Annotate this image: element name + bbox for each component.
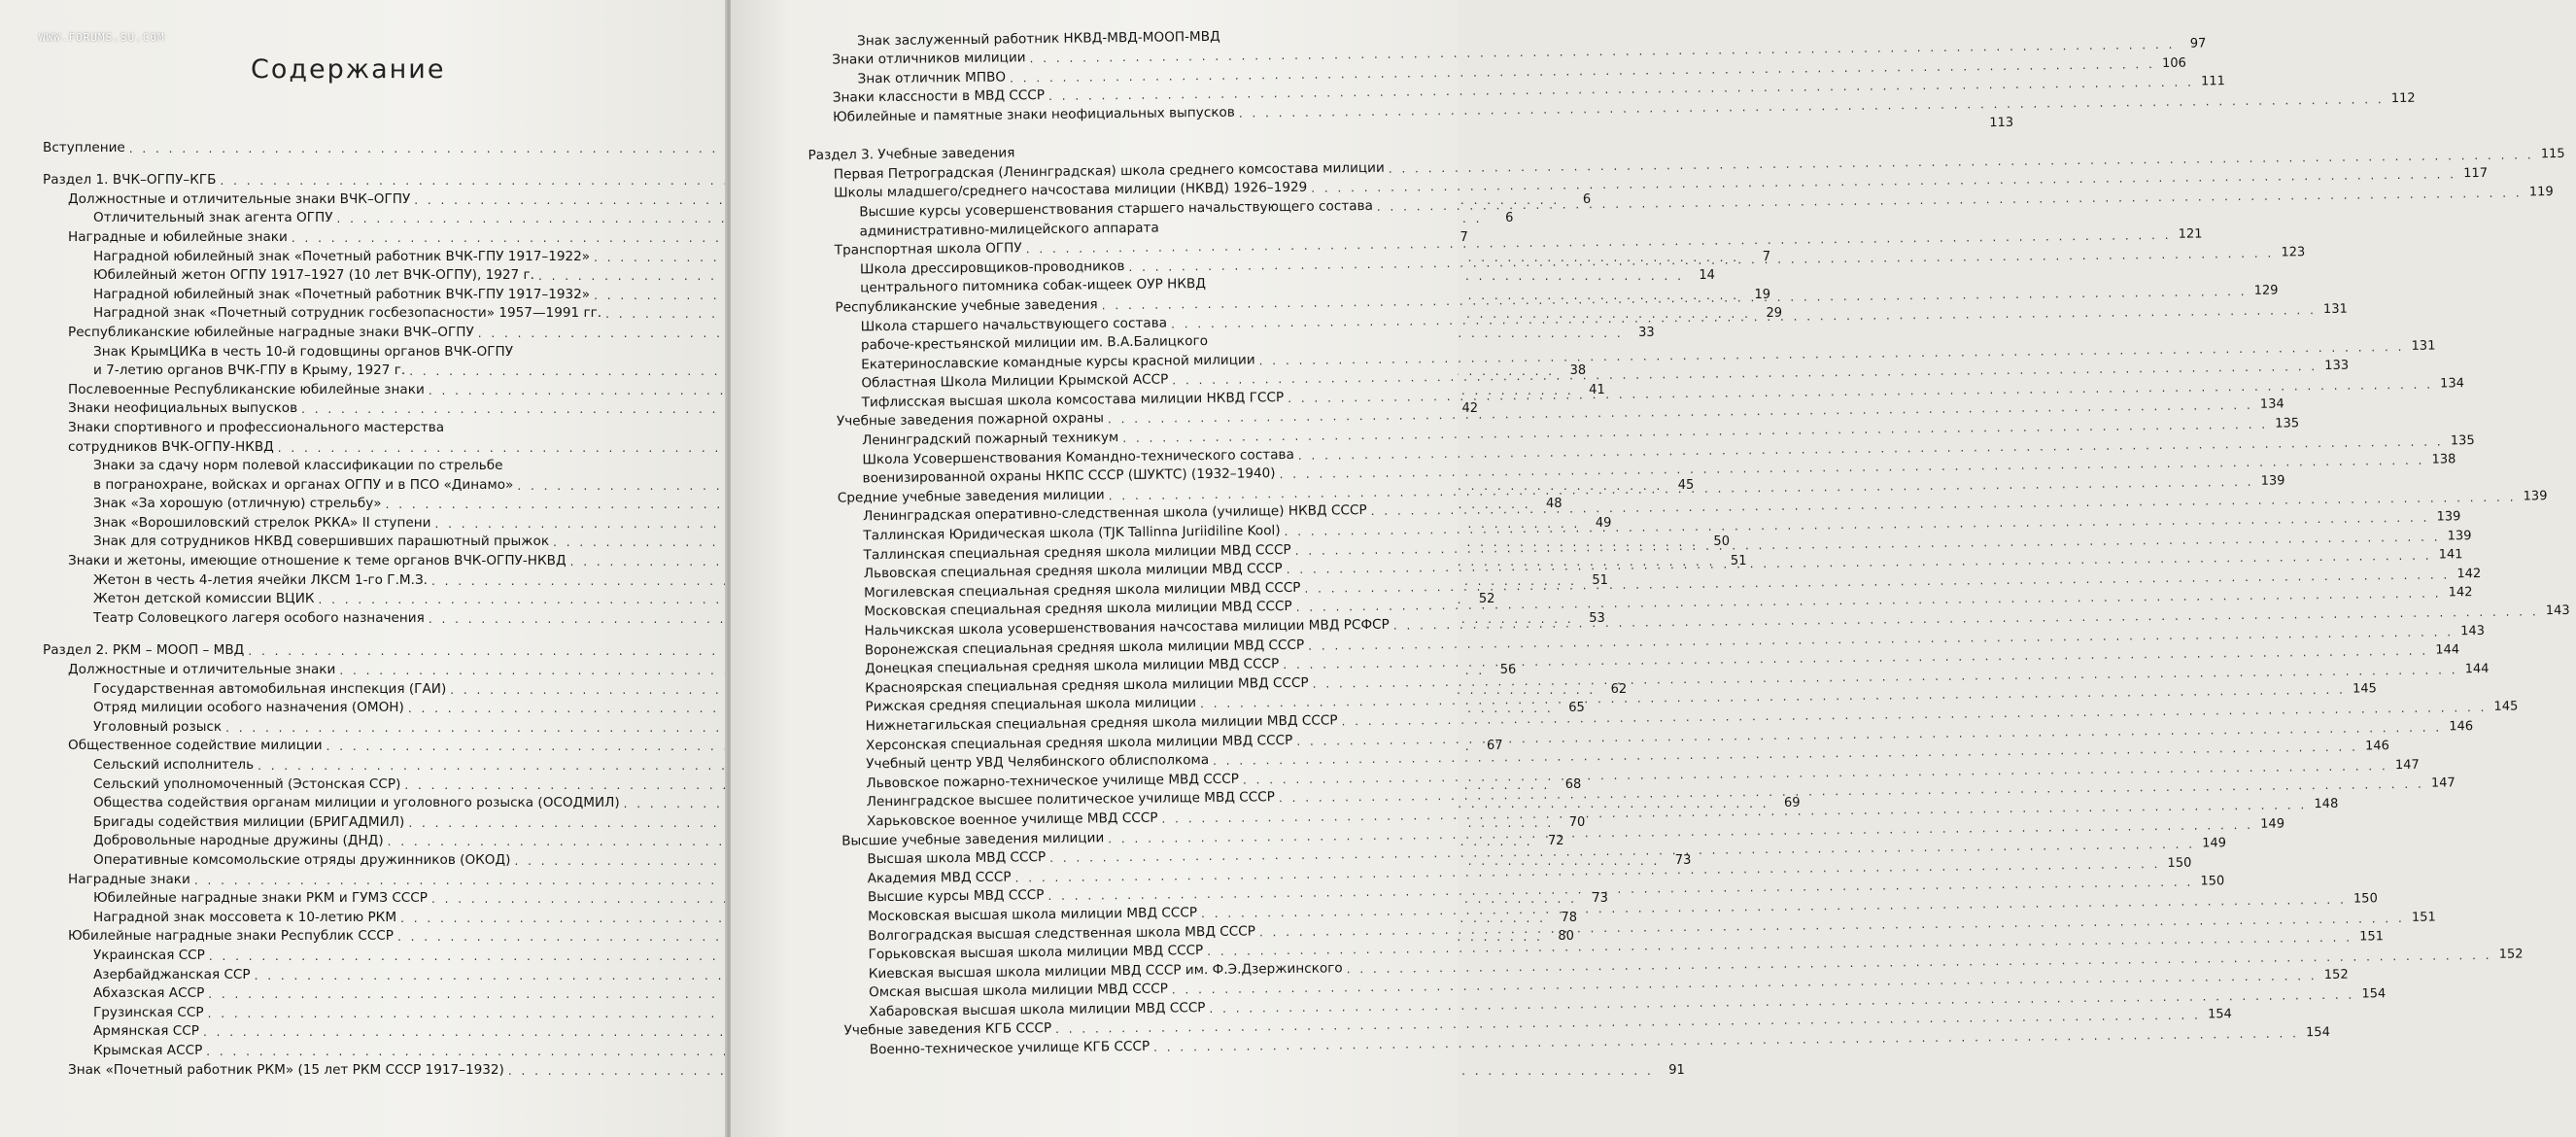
toc-entry (43, 456, 649, 475)
toc-entry-title: Бригады содействия милиции (БРИГАДМИЛ) (93, 813, 405, 830)
toc-entry-page: 51 (1730, 554, 1747, 569)
toc-entry-page: 29 (1766, 306, 1782, 322)
toc-entry-title: Нижнетагильская специальная средняя школа милиции МВД СССР (865, 712, 1338, 735)
toc-entry-title: Горьковская высшая школа милиции МВД СССР (868, 943, 1204, 963)
toc-entry-page: 48 (1546, 497, 1563, 512)
toc-entry-page: 138 (2431, 452, 2456, 467)
toc-entry (43, 170, 649, 190)
toc-entry-title: Московская высшая школа милиции МВД СССР (868, 905, 1198, 925)
toc-entry-title: Азербайджанская ССР (93, 966, 251, 982)
toc-entry-page: 139 (2523, 489, 2548, 504)
toc-entry-title: Транспортная школа ОГПУ (834, 240, 1022, 258)
toc-entry-title: Должностные и отличительные знаки ВЧК–ОГПУ (68, 190, 411, 207)
toc-entry-page: 78 (1561, 910, 1577, 925)
toc-entry-page: 144 (2464, 661, 2490, 676)
toc-entry-title: Знак отличник МПВО (857, 69, 1007, 87)
toc-entry-title: Могилевская специальная средняя школа милиции МВД СССР (863, 579, 1301, 602)
toc-entry-page: 146 (2365, 739, 2390, 754)
toc-entry-title: Республиканские учебные заведения (835, 296, 1098, 316)
toc-entry-page: 142 (2456, 566, 2482, 582)
toc-entry (43, 436, 649, 456)
toc-entry-page: 154 (2208, 1007, 2233, 1022)
toc-entry-title: Сельский исполнитель (93, 757, 255, 773)
toc-entry-title: Наградной знак моссовета к 10-летию РКМ (93, 909, 397, 925)
toc-entry-title: Волгоградская высшая следственная школа МВД СССР (868, 922, 1256, 944)
toc-entry-page: 145 (2353, 681, 2378, 697)
toc-entry-page: 91 (1668, 1062, 1685, 1078)
toc-entry-title: Высшие учебные заведения милиции (841, 829, 1105, 849)
toc-entry-title: Знаки спортивного и профессионального мастерства (68, 419, 445, 435)
toc-entry-page: 133 (2324, 358, 2350, 374)
toc-entry-page: 154 (2361, 986, 2387, 1002)
toc-entry-page: 45 (1677, 477, 1695, 493)
toc-entry-title: Донецкая специальная средняя школа милиции МВД СССР (864, 656, 1280, 677)
toc-entry-title: Добровольные народные дружины (ДНД) (93, 833, 384, 849)
toc-entry-page: 149 (2202, 836, 2227, 851)
toc-entry-title: Школа дрессировщиков-проводников (859, 258, 1125, 278)
toc-entry-page: 115 (2540, 146, 2565, 161)
toc-entry-page: 135 (2450, 432, 2475, 449)
toc-entry-page: 142 (2448, 585, 2473, 601)
toc-entry-page: 62 (1610, 681, 1628, 697)
toc-entry-title: Военно-техническое училище КГБ СССР (869, 1038, 1151, 1058)
toc-entry-title: Учебный центр УВД Челябинского облисполкома (866, 752, 1210, 773)
toc-entry-page: 139 (2447, 528, 2472, 544)
toc-entry-title: Знаки за сдачу норм полевой классификации по стрельбе (93, 458, 503, 474)
toc-entry-page: 19 (1754, 287, 1771, 302)
toc-entry-page: 14 (1699, 268, 1715, 284)
toc-entry-title: Послевоенные Республиканские юбилейные знаки (68, 381, 425, 397)
toc-entry (43, 964, 649, 983)
toc-entry-title: Львовская специальная средняя школа милиции МВД СССР (863, 561, 1283, 582)
toc-entry-title: Киевская высшая школа милиции МВД СССР им. Ф.Э.Дзержинского (868, 960, 1343, 982)
toc-entry-title: Юбилейные наградные знаки Республик СССР (68, 928, 394, 945)
toc-entry-title: Юбилейные наградные знаки РКМ и ГУМЗ СССР (93, 890, 428, 907)
toc-entry-title: Таллинская специальная средняя школа милиции МВД СССР (863, 541, 1291, 563)
toc-entry-page: 111 (2200, 74, 2225, 89)
toc-entry-page: 56 (1499, 663, 1517, 678)
toc-entry-title: Академия МВД СССР (867, 869, 1012, 887)
toc-entry-title: Общества содействия органам милиции и уголовного розыска (ОСОДМИЛ) (93, 795, 620, 811)
toc-entry-page: 144 (2435, 642, 2460, 658)
toc-entry-title: Раздел 3. Учебные заведения (807, 145, 1015, 164)
toc-entry-page: 134 (2259, 396, 2284, 413)
toc-entry (43, 1040, 649, 1059)
toc-entry-title: в погранохране, войсках и органах ОГПУ и в ПСО «Динамо» (93, 476, 514, 493)
toc-entry-page: 52 (1478, 592, 1495, 607)
toc-entry-title: Знаки и жетоны, имеющие отношение к теме органов ВЧК-ОГПУ-НКВД (68, 553, 567, 569)
toc-entry-page: 149 (2260, 816, 2285, 832)
toc-entry-title: Знак «Ворошиловский стрелок РККА» II ступени (93, 514, 431, 531)
toc-entry-page: 53 (1589, 610, 1605, 626)
toc-entry-page: 97 (2189, 36, 2207, 52)
toc-entry-page: 73 (1592, 891, 1608, 907)
toc-entry-title: Грузинская ССР (93, 1004, 204, 1020)
toc-entry-title: Вступление (43, 139, 125, 155)
toc-entry-title: Оперативные комсомольские отряды дружинников (ОКОД) (93, 851, 511, 868)
toc-entry-title: Государственная автомобильная инспекция (ГАИ) (93, 680, 447, 697)
toc-entry-page: 154 (2306, 1024, 2331, 1041)
toc-entry-title: Красноярская специальная средняя школа милиции МВД СССР (865, 674, 1309, 697)
toc-entry-title: Высшие курсы усовершенствования старшего начальствующего состава (859, 197, 1373, 221)
toc-entry-title: Херсонская специальная средняя школа милиции МВД СССР (865, 732, 1293, 753)
toc-entry-title: Знак для сотрудников НКВД совершивших парашютный прыжок (93, 534, 550, 550)
toc-entry-page: 150 (2353, 891, 2378, 907)
toc-entry-title: Школа Усовершенствования Командно-технического состава (862, 446, 1294, 467)
toc-entry-title: Отряд милиции особого назначения (ОМОН) (93, 700, 404, 716)
toc-entry-title: Ленинградский пожарный техникум (862, 430, 1119, 449)
toc-entry-title: Юбилейный жетон ОГПУ 1917–1927 (10 лет ВЧК-ОГПУ), 1927 г. (93, 267, 534, 284)
toc-entry-page: 148 (2314, 796, 2339, 812)
toc-entry-page: 135 (2275, 416, 2300, 431)
toc-entry-title: Высшая школа МВД СССР (867, 849, 1047, 868)
toc-entry-title: Нальчикская школа усовершенствования начсостава милиции МВД РСФСР (864, 616, 1390, 639)
toc-entry-title: Московская специальная средняя школа милиции МВД СССР (864, 599, 1292, 620)
toc-entry-title: Знаки неофициальных выпусков (68, 400, 298, 417)
toc-entry-page: 143 (2460, 623, 2486, 638)
toc-entry-page: 129 (2253, 283, 2279, 298)
toc-entry-title: рабоче-крестьянской милиции им. В.А.Балицкого (860, 333, 1209, 354)
toc-entry-title: Таллинская Юридическая школа (TJK Tallinna Juriidiline Kool) (863, 523, 1281, 544)
toc-entry-title: Средние учебные заведения милиции (837, 487, 1105, 506)
toc-entry-page: 72 (1548, 834, 1564, 849)
toc-entry (43, 1002, 649, 1021)
toc-entry-title: Школа старшего начальствующего состава (860, 314, 1168, 334)
toc-entry-title: Знак «Почетный работник РКМ» (15 лет РКМ СССР 1917–1932) (68, 1061, 504, 1078)
toc-entry-page: 50 (1713, 534, 1730, 550)
toc-entry-title: Должностные и отличительные знаки (68, 662, 336, 678)
toc-entry-title: Тифлисская высшая школа комсостава милиции НКВД ГССР (861, 389, 1285, 411)
toc-entry-title: Раздел 2. РКМ – МООП – МВД (43, 642, 245, 659)
toc-entry-page: 69 (1784, 796, 1801, 811)
toc-entry-page: 146 (2449, 718, 2474, 734)
toc-entry-title: Рижская средняя специальная школа милиции (865, 695, 1197, 715)
toc-entry (43, 417, 649, 436)
toc-entry-title: Ленинградская оперативно-следственная школа (училище) НКВД СССР (863, 502, 1367, 525)
toc-entry-title: Высшие курсы МВД СССР (867, 887, 1045, 906)
toc-entry-title: центрального питомника собак-ищеек ОУР НКВД (860, 276, 1207, 296)
toc-entry-title: Юбилейные и памятные знаки неофициальных выпусков (832, 104, 1235, 125)
toc-entry-title: Украинская ССР (93, 947, 205, 963)
toc-entry-title: Отличительный знак агента ОГПУ (93, 210, 333, 226)
toc-entry-page: 143 (2545, 603, 2570, 619)
toc-entry-title: Воронежская специальная средняя школа милиции МВД СССР (864, 637, 1305, 658)
toc-entry-title: военизированной охраны НКПС СССР (ШУКТС) (1932–1940) (862, 465, 1276, 487)
toc-entry-page: 150 (2200, 874, 2225, 889)
toc-entry-title: Наградной юбилейный знак «Почетный работник ВЧК-ГПУ 1917–1932» (93, 286, 591, 302)
toc-entry-title: Областная Школа Милиции Крымской АССР (861, 371, 1169, 392)
toc-entry-title: Абхазская АССР (93, 985, 205, 1002)
toc-entry-page: 131 (2411, 338, 2436, 354)
toc-entry-page: 152 (2323, 967, 2349, 983)
toc-entry (43, 869, 649, 888)
toc-entry (43, 341, 649, 361)
toc-entry (43, 137, 649, 156)
toc-entry-page: 152 (2498, 947, 2524, 962)
page-title: Содержание (251, 54, 446, 85)
toc-entry-title: Первая Петроградская (Ленинградская) школа среднего комсостава милиции (833, 159, 1385, 183)
toc-entry-title: Знак заслуженный работник НКВД-МВД-МООП-МВД (857, 28, 1220, 49)
toc-entry-page: 121 (2178, 226, 2203, 242)
toc-entry (43, 640, 649, 660)
toc-entry-title: сотрудников ВЧК-ОГПУ-НКВД (68, 438, 274, 455)
toc-entry-title: Армянская ССР (93, 1023, 199, 1040)
toc-entry-title: Наградные и юбилейные знаки (68, 228, 288, 245)
toc-entry-title: Хабаровская высшая школа милиции МВД СССР (869, 999, 1206, 1020)
toc-entry-page: 33 (1638, 325, 1655, 340)
toc-entry-page: 73 (1674, 852, 1692, 868)
toc-entry-page: 117 (2463, 166, 2489, 182)
toc-entry (43, 945, 649, 964)
toc-entry-title: Знаки отличников милиции (832, 50, 1026, 68)
toc-entry-page: 119 (2528, 184, 2554, 200)
toc-entry (43, 1059, 1685, 1079)
toc-entry-page: 68 (1564, 776, 1582, 792)
toc-entry-title: Жетон детской комиссии ВЦИК (93, 591, 315, 607)
toc-entry-page: 151 (2359, 929, 2385, 945)
toc-entry-page: 7 (1460, 229, 1468, 245)
toc-entry-title: Жетон в честь 4-летия ячейки ЛКСМ 1-го Г.М.З. (93, 571, 428, 588)
watermark: WWW.FORUMS.SU.COM (39, 31, 165, 44)
toc-entry-page: 70 (1568, 814, 1586, 830)
toc-entry-title: Наградной юбилейный знак «Почетный работник ВЧК-ГПУ 1917–1922» (93, 248, 591, 264)
toc-entry-page: 38 (1569, 363, 1587, 379)
toc-entry-page: 80 (1558, 929, 1574, 945)
toc-entry-page: 106 (2161, 55, 2187, 71)
toc-entry-page: 150 (2167, 855, 2192, 871)
toc-entry-page: 147 (2430, 775, 2456, 791)
toc-entry-page: 49 (1595, 515, 1612, 531)
toc-entry (43, 754, 649, 774)
toc-entry-title: Республиканские юбилейные наградные знаки ВЧК–ОГПУ (68, 324, 474, 340)
toc-entry (43, 983, 649, 1003)
toc-entry-page: 145 (2493, 699, 2519, 714)
toc-entry-page: 139 (2436, 509, 2461, 525)
toc-entry-title: Учебные заведения КГБ СССР (843, 1020, 1052, 1040)
toc-entry-page: 134 (2440, 376, 2465, 392)
toc-entry-page: 6 (1505, 211, 1514, 226)
toc-entry-title: Раздел 1. ВЧК–ОГПУ–КГБ (43, 172, 217, 189)
toc-entry-title: Знак «За хорошую (отличную) стрельбу» (93, 496, 382, 512)
toc-entry-title: Учебные заведения пожарной охраны (836, 410, 1104, 431)
toc-entry-page: 131 (2322, 301, 2348, 317)
toc-entry-page: 151 (2411, 910, 2436, 925)
toc-entry-page: 67 (1487, 739, 1503, 754)
toc-entry-title: Омская высшая школа милиции МВД СССР (868, 981, 1168, 1001)
toc-entry (43, 1021, 649, 1041)
toc-entry-title: Ленинградское высшее политическое училище МВД СССР (866, 789, 1276, 810)
toc-entry-page: 113 (1989, 115, 2014, 130)
toc-entry-title: Наградные знаки (68, 871, 190, 887)
toc-entry-title: Уголовный розыск (93, 718, 223, 735)
toc-entry-title: Знаки классности в МВД СССР (832, 87, 1046, 107)
toc-entry-page: 65 (1568, 701, 1585, 716)
toc-entry-title: Крымская АССР (93, 1042, 203, 1058)
toc-entry-title: Знак КрымЦИКа в честь 10-й годовщины органов ВЧК-ОГПУ (93, 343, 513, 360)
toc-entry-title: Театр Соловецкого лагеря особого назначения (93, 609, 425, 626)
toc-entry-page: 147 (2394, 757, 2420, 773)
toc-entry-page: 112 (2390, 90, 2416, 107)
toc-entry-page: 42 (1461, 401, 1479, 417)
toc-entry-title: Екатеринославские командные курсы красной милиции (861, 352, 1255, 373)
toc-entry-title: Львовское пожарно-техническое училище МВД СССР (866, 771, 1240, 792)
toc-entry-title: административно-милицейского аппарата (859, 220, 1159, 239)
toc-entry-page: 141 (2438, 547, 2463, 563)
toc-entry-title: Общественное содействие милиции (68, 738, 323, 754)
toc-entry-page: 139 (2260, 473, 2285, 489)
toc-entry-page: 51 (1592, 572, 1608, 588)
toc-entry-title: Харьковское военное училище МВД СССР (866, 810, 1158, 830)
toc-entry-title: Сельский уполномоченный (Эстонская ССР) (93, 775, 401, 792)
toc-entry-page: 7 (1762, 249, 1771, 264)
toc-entry-page: 123 (2281, 244, 2306, 260)
toc-entry-title: Наградной знак «Почетный сотрудник госбезопасности» 1957—1991 гг. (93, 305, 602, 322)
toc-entry-title: Школы младшего/среднего начсостава милиции (НКВД) 1926–1929 (833, 180, 1308, 202)
toc-entry-page: 6 (1582, 191, 1592, 207)
toc-entry (43, 716, 649, 736)
toc-entry-title: и 7-летию органов ВЧК-ГПУ в Крыму, 1927 г. (93, 362, 406, 379)
toc-entry-page: 41 (1589, 382, 1605, 397)
